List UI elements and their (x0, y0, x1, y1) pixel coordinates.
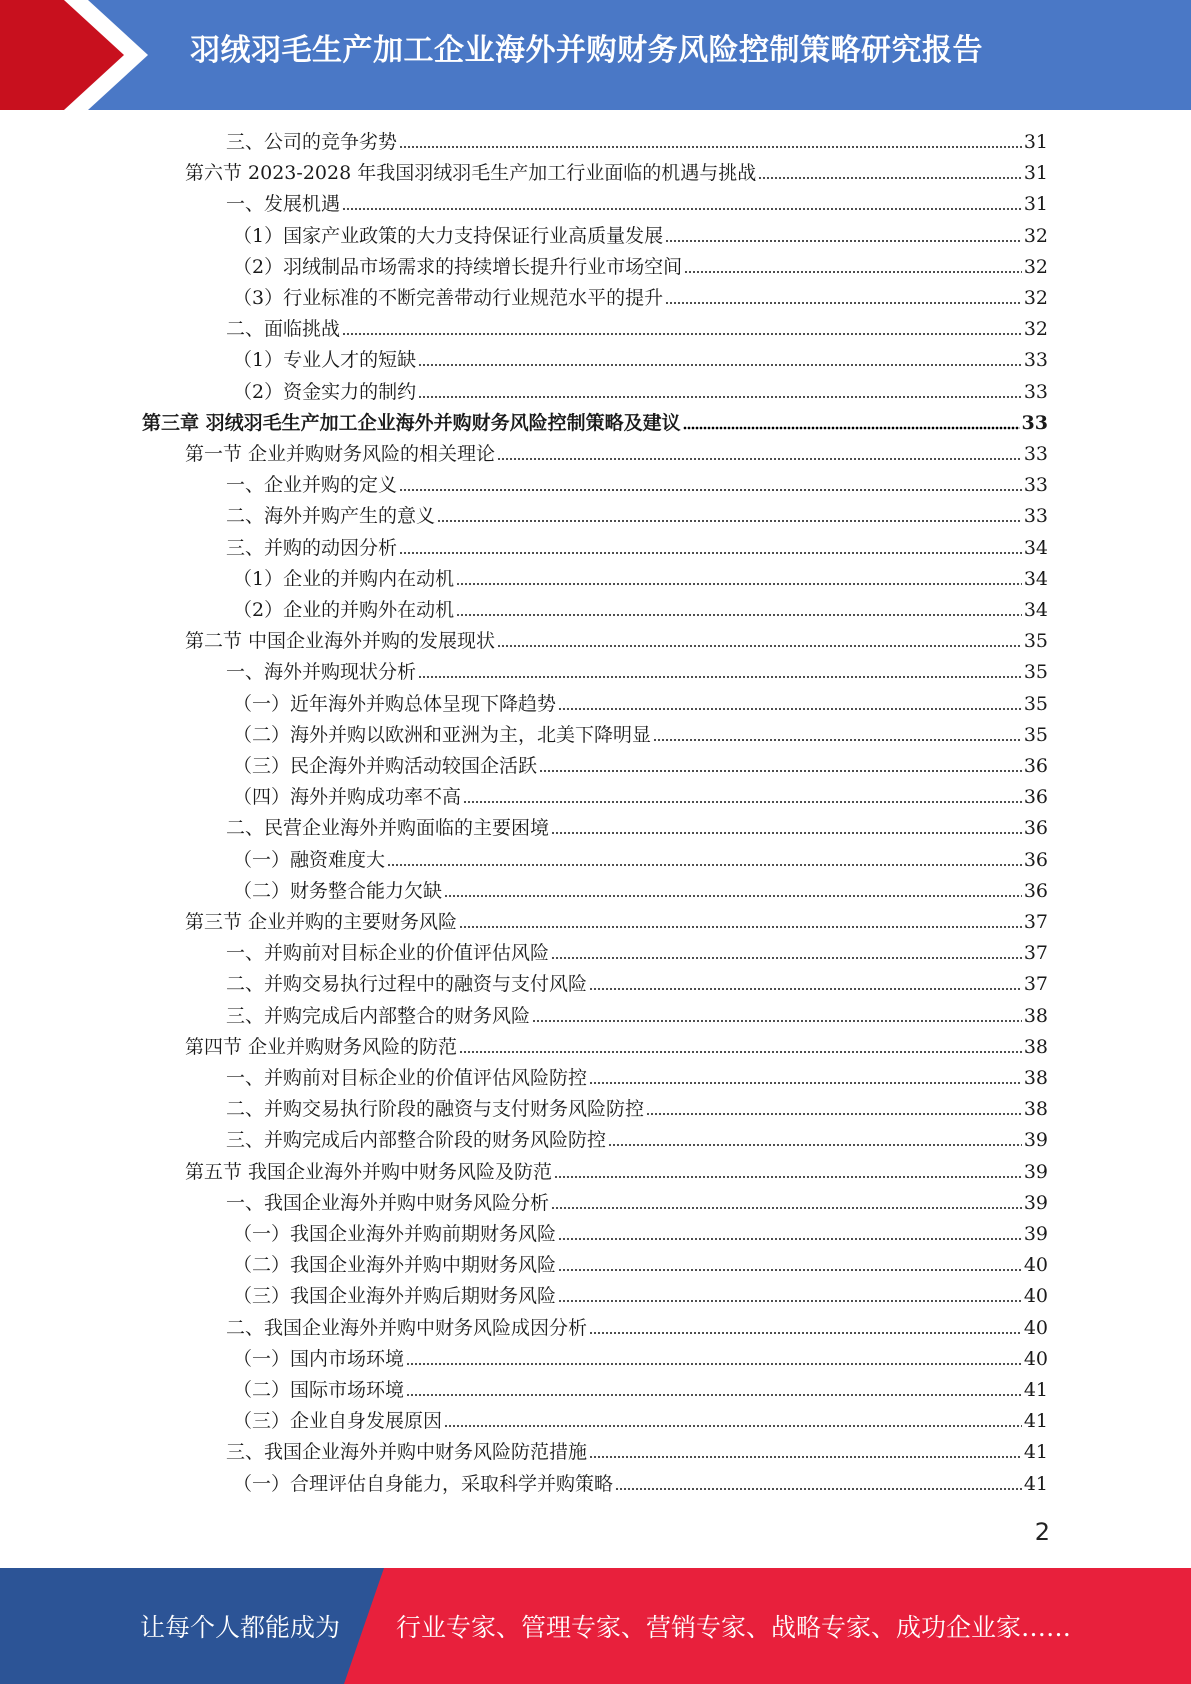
toc-leader-dots (437, 518, 1022, 524)
toc-entry[interactable] (226, 189, 1048, 220)
toc-entry[interactable] (185, 439, 1048, 470)
toc-leader-dots (532, 1018, 1022, 1024)
toc-entry-title: 一、我国企业海外并购中财务风险分析 (226, 1191, 550, 1214)
toc-entry-title: （一）我国企业海外并购前期财务风险 (233, 1223, 557, 1245)
toc-entry[interactable] (233, 1344, 1048, 1375)
toc-leader-dots (615, 1486, 1022, 1492)
footer-banner (0, 1568, 1191, 1684)
toc-entry[interactable] (185, 1032, 1048, 1063)
toc-entry[interactable] (226, 1125, 1048, 1156)
toc-entry[interactable] (233, 252, 1048, 283)
toc-entry-page: 36 (1023, 786, 1048, 809)
toc-entry-page: 33 (1023, 474, 1048, 497)
toc-entry-page: 39 (1023, 1129, 1048, 1152)
toc-entry-title: （一）国内市场环境 (233, 1347, 405, 1370)
toc-entry-page: 41 (1023, 1410, 1048, 1433)
toc-entry-title: （1）企业的并购内在动机 (233, 567, 455, 590)
toc-leader-dots (646, 1111, 1022, 1117)
toc-leader-dots (684, 269, 1022, 275)
toc-entry-page: 35 (1023, 630, 1048, 653)
toc-entry-page: 35 (1023, 723, 1048, 746)
toc-entry[interactable] (233, 283, 1048, 314)
toc-entry-page: 40 (1023, 1316, 1048, 1339)
toc-entry-page: 41 (1023, 1379, 1048, 1401)
toc-entry-page: 35 (1023, 661, 1048, 684)
toc-entry[interactable] (142, 408, 1048, 439)
toc-entry[interactable] (226, 1313, 1048, 1344)
toc-entry-title: （2）羽绒制品市场需求的持续增长提升行业市场空间 (233, 255, 683, 278)
toc-entry-page: 41 (1023, 1441, 1048, 1464)
toc-entry-page: 39 (1023, 1160, 1048, 1183)
toc-entry[interactable] (233, 564, 1048, 595)
toc-entry[interactable] (233, 782, 1048, 813)
toc-entry-title: 三、公司的竞争劣势 (226, 131, 398, 153)
toc-entry-page: 41 (1023, 1472, 1048, 1495)
toc-entry-title: 三、并购完成后内部整合阶段的财务风险防控 (226, 1129, 607, 1152)
toc-entry[interactable] (233, 751, 1048, 782)
toc-entry[interactable] (185, 158, 1048, 189)
toc-entry[interactable] (226, 501, 1048, 532)
toc-leader-dots (589, 986, 1022, 992)
toc-leader-dots (758, 175, 1022, 181)
toc-entry[interactable] (226, 938, 1048, 969)
toc-leader-dots (558, 1267, 1022, 1273)
toc-entry-title: （一）融资难度大 (233, 848, 386, 871)
toc-entry-title: （2）资金实力的制约 (233, 380, 417, 403)
toc-entry-page: 37 (1023, 973, 1048, 996)
toc-entry-page: 37 (1023, 942, 1048, 965)
toc-entry-page: 38 (1023, 1067, 1048, 1089)
toc-entry-page: 33 (1023, 443, 1048, 465)
toc-entry[interactable] (233, 221, 1048, 252)
toc-entry-title: （一）合理评估自身能力，采取科学并购策略 (233, 1472, 614, 1495)
toc-entry-title: 第五节 我国企业海外并购中财务风险及防范 (185, 1160, 553, 1183)
toc-entry-page: 36 (1023, 848, 1048, 871)
report-title: 羽绒羽毛生产加工企业海外并购财务风险控制策略研究报告 (190, 33, 983, 68)
toc-leader-dots (551, 1205, 1022, 1211)
toc-entry-title: （1）国家产业政策的大力支持保证行业高质量发展 (233, 224, 664, 247)
toc-entry[interactable] (226, 1188, 1048, 1219)
page-number: 2 (1034, 1518, 1050, 1546)
toc-entry-title: 第四节 企业并购财务风险的防范 (185, 1035, 458, 1058)
toc-leader-dots (539, 768, 1022, 774)
toc-entry-title: （一）近年海外并购总体呈现下降趋势 (233, 692, 557, 715)
toc-entry[interactable] (226, 470, 1048, 501)
toc-leader-dots (342, 206, 1022, 212)
toc-leader-dots (418, 394, 1022, 400)
toc-entry[interactable] (226, 314, 1048, 345)
header-arrow-graphic (0, 0, 160, 110)
toc-entry[interactable] (233, 720, 1048, 751)
toc-leader-dots (342, 331, 1022, 337)
toc-entry[interactable] (226, 127, 1048, 158)
toc-entry-title: 一、并购前对目标企业的价值评估风险 (226, 942, 550, 965)
toc-leader-dots (459, 1049, 1022, 1055)
toc-entry[interactable] (233, 1406, 1048, 1437)
toc-leader-dots (463, 799, 1022, 805)
toc-entry-title: （二）海外并购以欧洲和亚洲为主，北美下降明显 (233, 723, 652, 746)
toc-entry[interactable] (185, 1157, 1048, 1188)
toc-leader-dots (551, 955, 1022, 961)
toc-leader-dots (665, 300, 1022, 306)
toc-leader-dots (406, 1392, 1022, 1398)
toc-entry-page: 34 (1023, 599, 1048, 621)
toc-leader-dots (399, 550, 1022, 556)
toc-entry[interactable] (233, 1219, 1048, 1250)
toc-entry-title: （四）海外并购成功率不高 (233, 786, 462, 809)
footer-slogan-left: 让每个人都能成为 (140, 1613, 341, 1642)
toc-entry-title: （二）我国企业海外并购中期财务风险 (233, 1254, 557, 1277)
toc-leader-dots (653, 737, 1022, 743)
toc-leader-dots (589, 1330, 1022, 1336)
toc-entry[interactable] (233, 377, 1048, 408)
toc-leader-dots (399, 487, 1022, 493)
toc-entry-page: 36 (1023, 817, 1048, 840)
toc-entry-title: 第二节 中国企业海外并购的发展现状 (185, 630, 496, 653)
toc-entry-title: 第六节 2023-2028 年我国羽绒羽毛生产加工行业面临的机遇与挑战 (185, 162, 757, 185)
toc-entry-title: 三、我国企业海外并购中财务风险防范措施 (226, 1441, 588, 1464)
toc-entry-page: 38 (1023, 1035, 1048, 1058)
toc-entry-title: 第一节 企业并购财务风险的相关理论 (185, 443, 496, 465)
toc-entry-page: 39 (1023, 1191, 1048, 1214)
toc-leader-dots (399, 144, 1022, 150)
toc-entry-page: 32 (1023, 224, 1048, 247)
toc-entry[interactable] (233, 345, 1048, 376)
toc-entry[interactable] (226, 813, 1048, 844)
toc-leader-dots (444, 893, 1022, 899)
toc-entry-title: 一、海外并购现状分析 (226, 661, 417, 684)
toc-entry-title: （3）行业标准的不断完善带动行业规范水平的提升 (233, 287, 664, 309)
toc-leader-dots (558, 1298, 1022, 1304)
toc-entry-page: 38 (1023, 1004, 1048, 1027)
toc-leader-dots (551, 830, 1022, 836)
toc-entry-title: 第三章 羽绒羽毛生产加工企业海外并购财务风险控制策略及建议 (142, 411, 681, 434)
toc-leader-dots (459, 924, 1022, 930)
toc-entry-title: （三）民企海外并购活动较国企活跃 (233, 755, 538, 777)
toc-leader-dots (497, 643, 1022, 649)
toc-entry[interactable] (233, 689, 1048, 720)
toc-entry-page: 33 (1021, 411, 1048, 434)
toc-entry-title: （1）专业人才的短缺 (233, 349, 417, 372)
toc-entry-title: 二、海外并购产生的意义 (226, 505, 436, 528)
toc-entry-title: （三）企业自身发展原因 (233, 1410, 443, 1433)
toc-entry[interactable] (185, 907, 1048, 938)
toc-entry-page: 40 (1023, 1254, 1048, 1277)
toc-entry[interactable] (233, 595, 1048, 626)
toc-entry-title: 三、并购完成后内部整合的财务风险 (226, 1004, 531, 1027)
toc-entry-page: 34 (1023, 567, 1048, 590)
toc-entry-page: 37 (1023, 911, 1048, 933)
toc-leader-dots (554, 1174, 1022, 1180)
toc-entry-title: 一、发展机遇 (226, 193, 341, 216)
toc-leader-dots (558, 1236, 1022, 1242)
toc-leader-dots (665, 238, 1022, 244)
toc-entry-title: 二、我国企业海外并购中财务风险成因分析 (226, 1316, 588, 1339)
toc-entry-title: （2）企业的并购外在动机 (233, 599, 455, 621)
toc-entry[interactable] (233, 1469, 1048, 1500)
toc-leader-dots (418, 362, 1022, 368)
toc-leader-dots (608, 1142, 1022, 1148)
toc-entry[interactable] (226, 1094, 1048, 1125)
toc-leader-dots (406, 1361, 1022, 1367)
toc-entry[interactable] (233, 1375, 1048, 1406)
toc-entry[interactable] (233, 876, 1048, 907)
toc-entry-title: （二）国际市场环境 (233, 1379, 405, 1401)
toc-entry-title: 二、面临挑战 (226, 318, 341, 341)
toc-entry-title: 一、并购前对目标企业的价值评估风险防控 (226, 1067, 588, 1089)
toc-entry-title: 一、企业并购的定义 (226, 474, 398, 497)
toc-entry[interactable] (226, 1063, 1048, 1094)
toc-entry-page: 40 (1023, 1285, 1048, 1308)
toc-entry-page: 31 (1023, 131, 1048, 153)
footer-slogan-right: 行业专家、管理专家、营销专家、战略专家、成功企业家…… (396, 1613, 1072, 1642)
toc-leader-dots (418, 674, 1022, 680)
toc-entry-page: 38 (1023, 1098, 1048, 1121)
toc-entry-title: 三、并购的动因分析 (226, 536, 398, 559)
toc-entry-title: 二、民营企业海外并购面临的主要困境 (226, 817, 550, 840)
toc-leader-dots (444, 1423, 1022, 1429)
toc-entry-page: 31 (1023, 193, 1048, 216)
toc-entry-page: 32 (1023, 318, 1048, 341)
toc-entry[interactable] (185, 626, 1048, 657)
toc-entry[interactable] (226, 533, 1048, 564)
toc-leader-dots (387, 862, 1022, 868)
toc-entry-page: 33 (1023, 505, 1048, 528)
toc-entry[interactable] (226, 1001, 1048, 1032)
toc-entry-page: 40 (1023, 1347, 1048, 1370)
toc-leader-dots (558, 706, 1022, 712)
toc-entry-page: 36 (1023, 755, 1048, 777)
toc-entry-page: 35 (1023, 692, 1048, 715)
toc-entry-title: 二、并购交易执行过程中的融资与支付风险 (226, 973, 588, 996)
toc-entry-title: （三）我国企业海外并购后期财务风险 (233, 1285, 557, 1308)
toc-entry[interactable] (233, 1281, 1048, 1312)
toc-entry-title: （二）财务整合能力欠缺 (233, 879, 443, 902)
toc-entry-title: 第三节 企业并购的主要财务风险 (185, 911, 458, 933)
toc-entry-page: 33 (1023, 349, 1048, 372)
toc-entry-page: 32 (1023, 255, 1048, 278)
toc-leader-dots (683, 425, 1020, 431)
toc-entry-title: 二、并购交易执行阶段的融资与支付财务风险防控 (226, 1098, 645, 1121)
toc-entry-page: 31 (1023, 162, 1048, 185)
toc-entry[interactable] (226, 969, 1048, 1000)
toc-entry-page: 39 (1023, 1223, 1048, 1245)
toc-leader-dots (456, 581, 1022, 587)
toc-entry-page: 34 (1023, 536, 1048, 559)
toc-leader-dots (497, 456, 1022, 462)
toc-entry-page: 32 (1023, 287, 1048, 309)
toc-entry[interactable] (226, 657, 1048, 688)
toc-entry[interactable] (233, 845, 1048, 876)
toc-entry[interactable] (233, 1250, 1048, 1281)
toc-entry-page: 33 (1023, 380, 1048, 403)
toc-leader-dots (589, 1080, 1022, 1086)
toc-leader-dots (456, 612, 1022, 618)
toc-entry[interactable] (226, 1437, 1048, 1468)
header-banner (0, 0, 1191, 110)
toc-leader-dots (589, 1454, 1022, 1460)
toc-entry-page: 36 (1023, 879, 1048, 902)
